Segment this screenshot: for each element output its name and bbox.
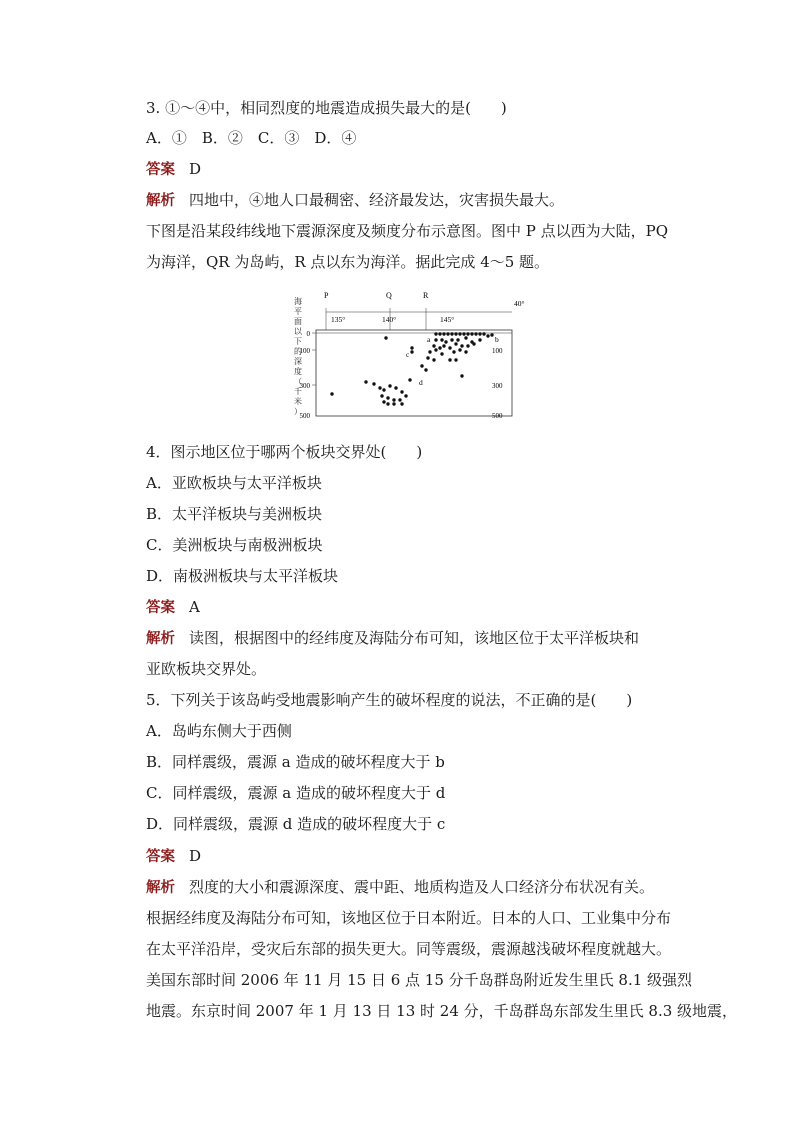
earthquake-focus-dot xyxy=(420,364,423,367)
earthquake-focus-dot xyxy=(404,394,407,397)
q4-stem: 4．图示地区位于哪两个板块交界处( ) xyxy=(146,443,423,461)
q5-option-b: B．同样震级，震源 a 造成的破坏程度大于 b xyxy=(146,753,445,771)
earthquake-focus-dot xyxy=(490,333,493,336)
earthquake-focus-dot xyxy=(432,344,435,347)
earthquake-focus-dot xyxy=(454,358,457,361)
earthquake-focus-dot xyxy=(464,350,467,353)
answer-label: 答案 xyxy=(146,162,175,178)
earthquake-focus-dot xyxy=(478,338,481,341)
earthquake-focus-dot xyxy=(458,348,461,351)
earthquake-focus-dot xyxy=(434,338,437,341)
earthquake-focus-dot xyxy=(392,398,395,401)
focus-label-d: d xyxy=(419,378,423,387)
q5-analysis-cont: 在太平洋沿岸，受灾后东部的损失更大。同等震级，震源越浅破坏程度就越大。 xyxy=(146,940,672,958)
earthquake-focus-dot xyxy=(454,342,457,345)
earthquake-focus-dot xyxy=(444,340,447,343)
depth-label: 500 xyxy=(299,412,310,420)
earthquake-focus-dot xyxy=(432,358,435,361)
passage-line-1: 美国东部时间 2006 年 11 月 15 日 6 点 15 分千岛群岛附近发生里氏 8.1 级强烈 xyxy=(146,971,693,989)
earthquake-focus-dot xyxy=(400,402,403,405)
analysis-text: 读图，根据图中的经纬度及海陆分布可知，该地区位于太平洋板块和 xyxy=(189,629,640,647)
earthquake-focus-dot xyxy=(446,332,449,335)
earthquake-focus-dot xyxy=(382,388,385,391)
earthquake-focus-dot xyxy=(440,352,443,355)
q4-analysis xyxy=(146,628,639,649)
depth-label: 0 xyxy=(306,330,310,338)
earthquake-focus-dot xyxy=(464,336,467,339)
earthquake-focus-dot xyxy=(424,368,427,371)
q5-option-a: A．岛屿东侧大于西侧 xyxy=(146,722,292,740)
ylabel-char: 度 xyxy=(294,367,302,376)
point-label-r: R xyxy=(423,291,429,300)
analysis-label: 解析 xyxy=(146,880,175,896)
ylabel-char: 深 xyxy=(294,357,302,366)
earthquake-focus-dot xyxy=(378,386,381,389)
earthquake-focus-dot xyxy=(440,338,443,341)
ylabel-char: 以 xyxy=(294,327,302,336)
q4-option-d: D．南极洲板块与太平洋板块 xyxy=(146,567,339,585)
earthquake-focus-dot xyxy=(330,392,333,395)
q5-stem: 5．下列关于该岛屿受地震影响产生的破坏程度的说法，不正确的是( ) xyxy=(146,691,633,709)
earthquake-focus-dot xyxy=(486,334,489,337)
q5-analysis xyxy=(146,877,654,898)
earthquake-focus-dot xyxy=(408,378,411,381)
q5-answer xyxy=(146,846,201,867)
lon-label: 145° xyxy=(440,315,455,324)
ylabel-char: 下 xyxy=(294,337,302,346)
intro-line-2: 为海洋，QR 为岛屿，R 点以东为海洋。据此完成 4～5 题。 xyxy=(146,253,550,271)
answer-label: 答案 xyxy=(146,600,175,616)
ylabel-char: 面 xyxy=(294,317,302,326)
q3-stem: 3. ①～④中，相同烈度的地震造成损失最大的是( ) xyxy=(146,99,507,117)
ylabel-char: 海 xyxy=(294,297,302,306)
q4-option-c: C．美洲板块与南极洲板块 xyxy=(146,536,323,554)
earthquake-depth-figure xyxy=(286,290,538,426)
ylabel-char: ） xyxy=(294,407,302,416)
earthquake-focus-dot xyxy=(482,332,485,335)
earthquake-focus-dot xyxy=(462,332,465,335)
depth-label: 300 xyxy=(492,382,503,390)
earthquake-focus-dot xyxy=(394,386,397,389)
earthquake-focus-dot xyxy=(372,382,375,385)
earthquake-focus-dot xyxy=(364,380,367,383)
q3-answer xyxy=(146,159,201,180)
analysis-text: 烈度的大小和震源深度、震中距、地质构造及人口经济分布状况有关。 xyxy=(189,878,655,896)
earthquake-focus-dot xyxy=(450,338,453,341)
earthquake-focus-dot xyxy=(458,332,461,335)
earthquake-focus-dot xyxy=(400,390,403,393)
lat-label: 40° xyxy=(514,299,525,308)
ylabel-char: 米 xyxy=(294,397,302,406)
analysis-label: 解析 xyxy=(146,193,175,209)
earthquake-focus-dot xyxy=(472,342,475,345)
answer-value: D xyxy=(189,160,202,178)
earthquake-focus-dot xyxy=(460,374,463,377)
earthquake-focus-dot xyxy=(386,402,389,405)
ylabel-char: 千 xyxy=(294,387,302,396)
q4-analysis-cont: 亚欧板块交界处。 xyxy=(146,660,267,678)
answer-label: 答案 xyxy=(146,849,175,865)
analysis-label: 解析 xyxy=(146,631,175,647)
earthquake-focus-dot xyxy=(434,332,437,335)
earthquake-focus-dot xyxy=(426,356,429,359)
depth-label: 100 xyxy=(299,347,310,355)
earthquake-focus-dot xyxy=(442,332,445,335)
earthquake-focus-dot xyxy=(466,344,469,347)
earthquake-focus-dot xyxy=(398,398,401,401)
q5-analysis-cont: 根据经纬度及海陆分布可知，该地区位于日本附近。日本的人口、工业集中分布 xyxy=(146,909,672,927)
q3-options: A．① B．② C．③ D．④ xyxy=(146,129,357,147)
earthquake-focus-dot xyxy=(448,346,451,349)
focus-label-b: b xyxy=(495,335,499,344)
ylabel-char: （ xyxy=(294,377,302,386)
earthquake-focus-dot xyxy=(438,346,441,349)
earthquake-focus-dot xyxy=(388,384,391,387)
earthquake-focus-dot xyxy=(456,338,459,341)
earthquake-focus-dot xyxy=(438,332,441,335)
point-label-p: P xyxy=(324,291,329,300)
earthquake-focus-dot xyxy=(380,394,383,397)
q4-option-a: A．亚欧板块与太平洋板块 xyxy=(146,474,322,492)
q3-analysis xyxy=(146,190,564,211)
q4-option-b: B．太平洋板块与美洲板块 xyxy=(146,505,323,523)
lon-label: 140° xyxy=(382,315,397,324)
earthquake-focus-dot xyxy=(410,350,413,353)
earthquake-focus-dot xyxy=(478,332,481,335)
depth-label: 500 xyxy=(492,412,503,420)
earthquake-focus-dot xyxy=(386,396,389,399)
earthquake-focus-dot xyxy=(434,348,437,351)
earthquake-focus-dot xyxy=(450,332,453,335)
point-label-q: Q xyxy=(386,291,392,300)
answer-value: A xyxy=(189,598,200,616)
q4-answer xyxy=(146,597,200,618)
earthquake-focus-dot xyxy=(384,336,387,339)
ylabel-char: 平 xyxy=(294,307,302,316)
earthquake-focus-dot xyxy=(470,332,473,335)
analysis-text: 四地中，④地人口最稠密、经济最发达，灾害损失最大。 xyxy=(189,191,565,209)
earthquake-focus-dot xyxy=(452,350,455,353)
ylabel-char: 的 xyxy=(294,347,302,356)
earthquake-focus-dot xyxy=(410,346,413,349)
q5-option-d: D．同样震级，震源 d 造成的破坏程度大于 c xyxy=(146,815,446,833)
earthquake-focus-dot xyxy=(382,400,385,403)
depth-label: 100 xyxy=(492,347,503,355)
q5-option-c: C．同样震级，震源 a 造成的破坏程度大于 d xyxy=(146,784,446,802)
passage-line-2: 地震。东京时间 2007 年 1 月 13 日 13 时 24 分，千岛群岛东部发生里氏 8.3 级地震， xyxy=(146,1002,738,1020)
earthquake-focus-dot xyxy=(428,350,431,353)
earthquake-focus-dot xyxy=(448,358,451,361)
intro-line-1: 下图是沿某段纬线地下震源深度及频度分布示意图。图中 P 点以西为大陆，PQ xyxy=(146,222,669,240)
focus-label-a: a xyxy=(427,335,431,344)
earthquake-focus-dot xyxy=(454,332,457,335)
earthquake-focus-dot xyxy=(392,402,395,405)
earthquake-focus-dot xyxy=(474,332,477,335)
depth-label: 300 xyxy=(299,382,310,390)
lon-label: 135° xyxy=(331,315,346,324)
focus-label-c: c xyxy=(406,350,410,359)
earthquake-focus-dot xyxy=(442,344,445,347)
earthquake-focus-dot xyxy=(466,332,469,335)
earthquake-focus-dot xyxy=(460,344,463,347)
answer-value: D xyxy=(189,847,202,865)
